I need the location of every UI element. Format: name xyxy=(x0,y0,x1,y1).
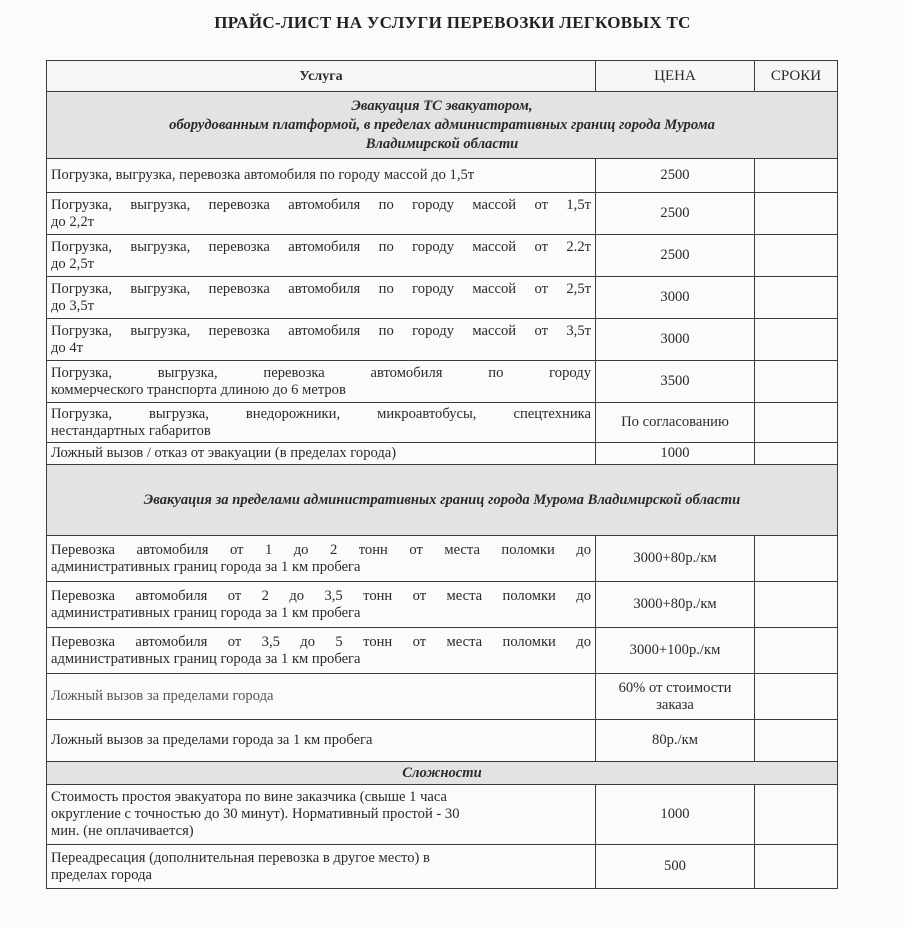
term-cell xyxy=(755,536,838,582)
service-cell: Погрузка, выгрузка, перевозка автомобиля по городу коммерческого транспорта длиною до 6 метров xyxy=(47,361,596,403)
table-row xyxy=(47,443,838,465)
section-header-complexities xyxy=(47,762,838,785)
table-row xyxy=(47,536,838,582)
section-title: Сложности xyxy=(47,762,838,785)
service-cell: Погрузка, выгрузка, перевозка автомобиля по городу массой от 2,5т до 3,5т xyxy=(47,277,596,319)
service-cell: Ложный вызов за пределами города за 1 км пробега xyxy=(47,720,596,762)
service-cell: Погрузка, выгрузка, перевозка автомобиля по городу массой от 3,5т до 4т xyxy=(47,319,596,361)
column-header-term: СРОКИ xyxy=(755,61,838,92)
section-header-outside-city xyxy=(47,465,838,536)
service-cell: Перевозка автомобиля от 2 до 3,5 тонн от места поломки до административных границ города за 1 км пробега xyxy=(47,582,596,628)
price-cell: По согласованию xyxy=(596,403,755,443)
price-cell: 3000 xyxy=(596,319,755,361)
document-title: ПРАЙС-ЛИСТ НА УСЛУГИ ПЕРЕВОЗКИ ЛЕГКОВЫХ ТС xyxy=(214,13,691,32)
column-header-service: Услуга xyxy=(47,61,596,92)
price-cell: 1000 xyxy=(596,443,755,465)
term-cell xyxy=(755,628,838,674)
table-row xyxy=(47,235,838,277)
service-cell: Погрузка, выгрузка, перевозка автомобиля по городу массой до 1,5т xyxy=(47,159,596,193)
table-row xyxy=(47,674,838,720)
term-cell xyxy=(755,193,838,235)
term-cell xyxy=(755,361,838,403)
term-cell xyxy=(755,582,838,628)
table-row xyxy=(47,319,838,361)
table-row xyxy=(47,193,838,235)
table-row xyxy=(47,277,838,319)
term-cell xyxy=(755,720,838,762)
term-cell xyxy=(755,845,838,889)
header-row xyxy=(47,61,838,92)
section-header-city xyxy=(47,92,838,159)
price-cell: 3000 xyxy=(596,277,755,319)
table-row xyxy=(47,361,838,403)
section-title: Эвакуация за пределами административных границ города Мурома Владимирской области xyxy=(47,465,838,536)
price-cell: 80р./км xyxy=(596,720,755,762)
section-title: Эвакуация ТС эвакуатором, оборудованным платформой, в пределах административных границ города Мурома Владимирской области xyxy=(47,92,838,159)
service-cell: Погрузка, выгрузка, внедорожники, микроавтобусы, спецтехника нестандартных габаритов xyxy=(47,403,596,443)
table-row xyxy=(47,845,838,889)
price-cell: 2500 xyxy=(596,235,755,277)
service-cell: Переадресация (дополнительная перевозка в другое место) в пределах города xyxy=(47,845,596,889)
service-cell: Погрузка, выгрузка, перевозка автомобиля по городу массой от 1,5т до 2,2т xyxy=(47,193,596,235)
term-cell xyxy=(755,403,838,443)
table-row xyxy=(47,785,838,845)
table-row xyxy=(47,403,838,443)
column-header-price: ЦЕНА xyxy=(596,61,755,92)
service-cell: Перевозка автомобиля от 1 до 2 тонн от места поломки до административных границ города за 1 км пробега xyxy=(47,536,596,582)
price-cell: 60% от стоимости заказа xyxy=(596,674,755,720)
price-table xyxy=(46,60,838,889)
term-cell xyxy=(755,674,838,720)
price-cell: 500 xyxy=(596,845,755,889)
table-row xyxy=(47,159,838,193)
service-cell: Ложный вызов / отказ от эвакуации (в пределах города) xyxy=(47,443,596,465)
price-cell: 2500 xyxy=(596,193,755,235)
price-cell: 3500 xyxy=(596,361,755,403)
term-cell xyxy=(755,319,838,361)
term-cell xyxy=(755,277,838,319)
table-row xyxy=(47,628,838,674)
service-cell: Стоимость простоя эвакуатора по вине заказчика (свыше 1 часа округление с точностью до 30 минут). Нормативный простой - 30 мин. (не оплачивается) xyxy=(47,785,596,845)
term-cell xyxy=(755,159,838,193)
term-cell xyxy=(755,235,838,277)
price-cell: 1000 xyxy=(596,785,755,845)
service-cell: Ложный вызов за пределами города xyxy=(47,674,596,720)
service-cell: Перевозка автомобиля от 3,5 до 5 тонн от места поломки до административных границ города за 1 км пробега xyxy=(47,628,596,674)
price-cell: 3000+80р./км xyxy=(596,582,755,628)
term-cell xyxy=(755,785,838,845)
price-cell: 3000+100р./км xyxy=(596,628,755,674)
price-cell: 2500 xyxy=(596,159,755,193)
term-cell xyxy=(755,443,838,465)
service-cell: Погрузка, выгрузка, перевозка автомобиля по городу массой от 2.2т до 2,5т xyxy=(47,235,596,277)
table-row xyxy=(47,582,838,628)
price-cell: 3000+80р./км xyxy=(596,536,755,582)
table-row xyxy=(47,720,838,762)
